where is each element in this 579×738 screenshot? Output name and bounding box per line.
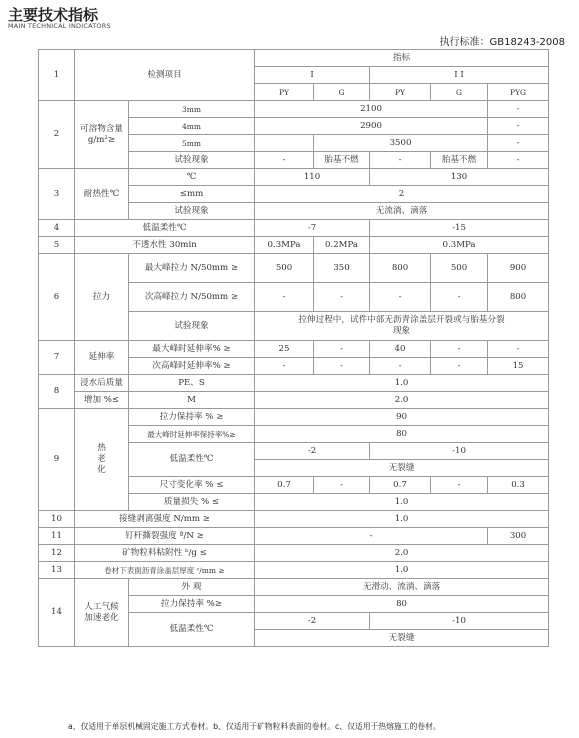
value-cell: 1.0 [255, 511, 549, 528]
table-row [39, 254, 549, 283]
value-cell: 0.7 [370, 477, 431, 494]
value-cell: 900 [488, 254, 549, 283]
row-number: 13 [39, 562, 75, 579]
value-cell: -7 [255, 220, 370, 237]
value-cell: - [488, 118, 549, 135]
sub-item: ℃ [129, 169, 255, 186]
standard-label: 执行标准：GB18243-2008 [439, 37, 565, 48]
indicator-header: 指标 [255, 50, 549, 67]
value-cell: 350 [314, 254, 370, 283]
sub-item: 外 观 [129, 579, 255, 596]
item-cell: 人工气候加速老化 [75, 579, 129, 647]
value-cell: 0.3MPa [255, 237, 314, 254]
col-header: G [431, 84, 488, 101]
item-cell: 增加 %≤ [75, 392, 129, 409]
table-row [39, 101, 549, 118]
value-cell: 110 [255, 169, 370, 186]
value-cell: 80 [255, 596, 549, 613]
sub-item: 最大峰时延伸率保持率%≥ [129, 426, 255, 443]
value-cell: - [370, 283, 431, 312]
sub-item: 质量损失 % ≤ [129, 494, 255, 511]
value-cell: - [255, 283, 314, 312]
value-cell: - [488, 152, 549, 169]
item-cell: 热老化 [75, 409, 129, 511]
value-cell: -15 [370, 220, 549, 237]
value-cell: 无裂缝 [255, 460, 549, 477]
sub-item: ≤mm [129, 186, 255, 203]
col-header: PY [370, 84, 431, 101]
row-number: 8 [39, 375, 75, 409]
row-number: 6 [39, 254, 75, 341]
table-row [39, 50, 549, 67]
item-cell: 钉杆撕裂强度 ª/N ≥ [75, 528, 255, 545]
item-cell: 延伸率 [75, 341, 129, 375]
row-number: 4 [39, 220, 75, 237]
value-cell: - [488, 101, 549, 118]
value-cell: - [488, 135, 549, 152]
col-header: G [314, 84, 370, 101]
table-row [39, 341, 549, 358]
value-cell: - [431, 341, 488, 358]
value-cell: 2.0 [255, 545, 549, 562]
value-cell: 40 [370, 341, 431, 358]
sub-item: 5mm [129, 135, 255, 152]
spec-table [38, 49, 549, 647]
item-cell: 卷材下表面沥青涂盖层厚度 ᶜ/mm ≥ [75, 562, 255, 579]
item-cell: 耐热性℃ [75, 169, 129, 220]
value-cell: 3500 [314, 135, 488, 152]
value-cell: 2100 [255, 101, 488, 118]
value-cell: -2 [255, 443, 370, 460]
item-cell: 浸水后质量 [75, 375, 129, 392]
sub-item: 试验现象 [129, 203, 255, 220]
value-cell: 500 [255, 254, 314, 283]
table-row [39, 545, 549, 562]
row-number: 14 [39, 579, 75, 647]
value-cell: 0.3 [488, 477, 549, 494]
value-cell: -10 [370, 613, 549, 630]
table-row [39, 169, 549, 186]
value-cell: 胎基不燃 [431, 152, 488, 169]
row-number: 3 [39, 169, 75, 220]
value-cell: 2.0 [255, 392, 549, 409]
page-subtitle: MAIN TECHNICAL INDICATORS [8, 22, 111, 30]
value-cell: - [255, 358, 314, 375]
row-number: 7 [39, 341, 75, 375]
value-cell: 800 [488, 283, 549, 312]
value-cell: 1.0 [255, 562, 549, 579]
table-row [39, 579, 549, 596]
value-cell: 2900 [255, 118, 488, 135]
sub-item: 最大峰时延伸率% ≥ [129, 341, 255, 358]
value-cell: - [314, 358, 370, 375]
value-cell: -2 [255, 613, 370, 630]
value-cell: 无裂缝 [255, 630, 549, 647]
value-cell: 拉伸过程中，试件中部无沥青涂盖层开裂或与胎基分裂现象 [255, 312, 549, 341]
footnote: a、仅适用于单层机械固定施工方式卷材。b、仅适用于矿物粒料表面的卷材。c、仅适用于热熔施工的卷材。 [68, 722, 441, 731]
table-row [39, 528, 549, 545]
group-header: I I [370, 67, 549, 84]
item-cell: 接缝剥离强度 N/mm ≥ [75, 511, 255, 528]
table-row [39, 375, 549, 392]
sub-item: M [129, 392, 255, 409]
sub-item: 尺寸变化率 % ≤ [129, 477, 255, 494]
value-cell: 无流淌、滴落 [255, 203, 549, 220]
value-cell: - [314, 341, 370, 358]
sub-item: PE、S [129, 375, 255, 392]
sub-item: 拉力保持率 % ≥ [129, 409, 255, 426]
sub-item: 拉力保持率 %≥ [129, 596, 255, 613]
value-cell: 90 [255, 409, 549, 426]
value-cell: 500 [431, 254, 488, 283]
item-cell: 可溶物含量g/m²≥ [75, 101, 129, 169]
value-cell: 300 [488, 528, 549, 545]
value-cell: 25 [255, 341, 314, 358]
value-cell: - [255, 152, 314, 169]
sub-item: 最大峰拉力 N/50mm ≥ [129, 254, 255, 283]
row-number: 2 [39, 101, 75, 169]
value-cell: - [431, 358, 488, 375]
group-header: I [255, 67, 370, 84]
value-cell: 80 [255, 426, 549, 443]
sub-item: 次高峰时延伸率% ≥ [129, 358, 255, 375]
item-cell: 拉力 [75, 254, 129, 341]
sub-item: 4mm [129, 118, 255, 135]
value-cell: -10 [370, 443, 549, 460]
row-number: 10 [39, 511, 75, 528]
row-number: 11 [39, 528, 75, 545]
value-cell: 2 [255, 186, 549, 203]
sub-item: 试验现象 [129, 312, 255, 341]
item-cell: 不透水性 30min [75, 237, 255, 254]
value-cell: 无滑动、流淌、滴落 [255, 579, 549, 596]
value-cell: 胎基不燃 [314, 152, 370, 169]
value-cell: - [370, 358, 431, 375]
value-cell: 1.0 [255, 375, 549, 392]
col-header: PYG [488, 84, 549, 101]
row-number: 9 [39, 409, 75, 511]
col-header: PY [255, 84, 314, 101]
table-row [39, 237, 549, 254]
item-cell: 检测项目 [75, 50, 255, 101]
value-cell: 0.3MPa [370, 237, 549, 254]
value-cell: - [255, 528, 488, 545]
value-cell: 1.0 [255, 494, 549, 511]
table-row [39, 409, 549, 426]
value-cell: 130 [370, 169, 549, 186]
table-row [39, 220, 549, 237]
value-cell: - [431, 477, 488, 494]
sub-item: 试验现象 [129, 152, 255, 169]
sub-item: 低温柔性℃ [129, 613, 255, 647]
value-cell: - [431, 283, 488, 312]
page-title: 主要技术指标 [8, 6, 99, 24]
value-cell: 0.2MPa [314, 237, 370, 254]
row-number: 12 [39, 545, 75, 562]
value-cell [255, 135, 314, 152]
value-cell: 15 [488, 358, 549, 375]
value-cell: - [370, 152, 431, 169]
sub-item: 3mm [129, 101, 255, 118]
value-cell: - [314, 477, 370, 494]
table-row [39, 511, 549, 528]
value-cell: 800 [370, 254, 431, 283]
row-number: 1 [39, 50, 75, 101]
item-cell: 矿物粒料粘附性 ᵇ/g ≤ [75, 545, 255, 562]
value-cell: 0.7 [255, 477, 314, 494]
value-cell: - [314, 283, 370, 312]
item-cell: 低温柔性℃ [75, 220, 255, 237]
table-row [39, 562, 549, 579]
sub-item: 次高峰拉力 N/50mm ≥ [129, 283, 255, 312]
value-cell: - [488, 341, 549, 358]
row-number: 5 [39, 237, 75, 254]
sub-item: 低温柔性℃ [129, 443, 255, 477]
table-row [39, 392, 549, 409]
